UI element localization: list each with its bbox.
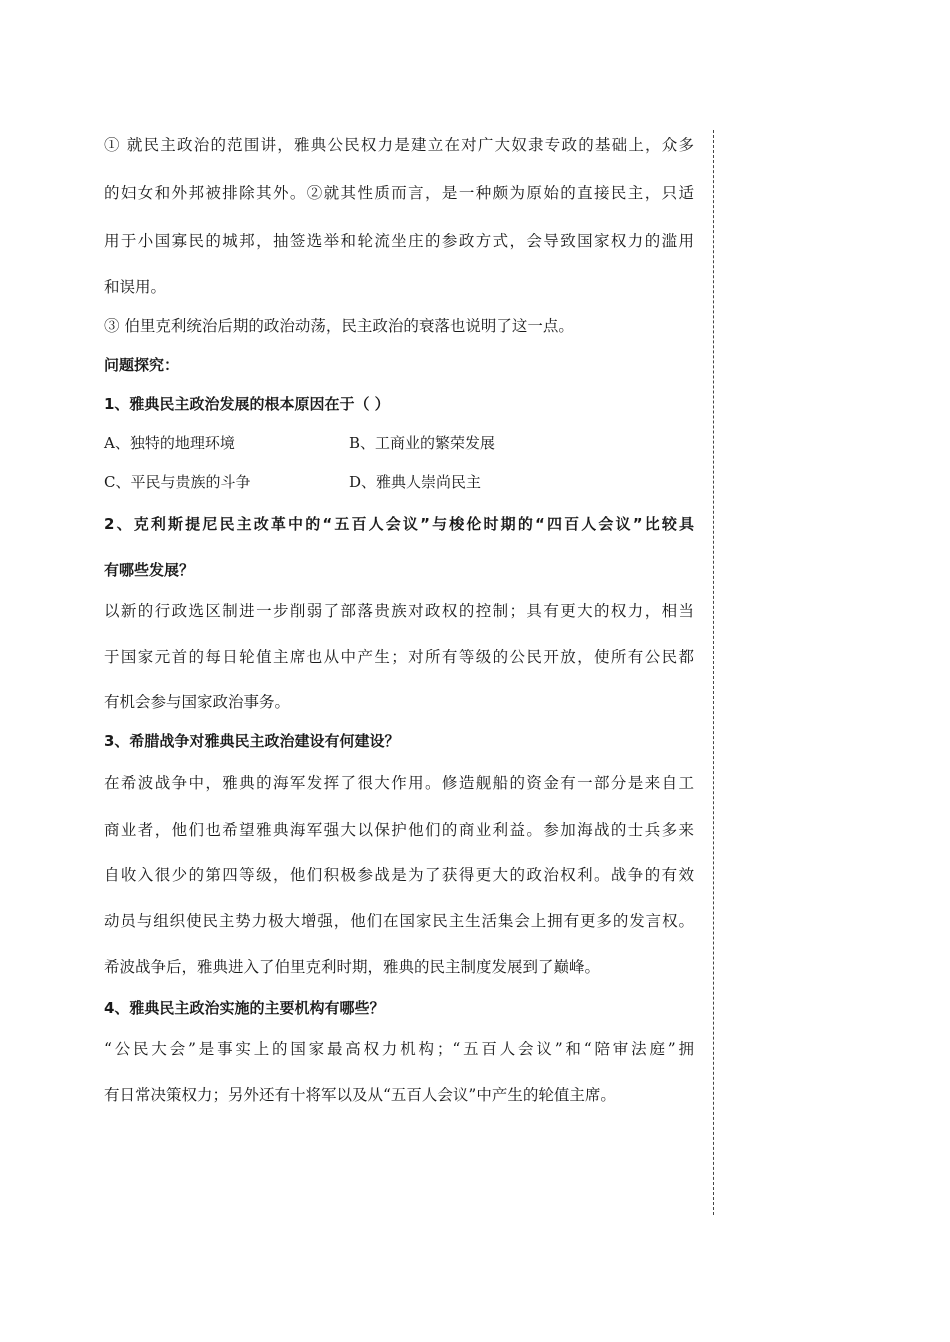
answer-3-line: 商业者，他们也希望雅典海军强大以保护他们的商业利益。参加海战的士兵多来	[104, 821, 694, 839]
question-4: 4、雅典民主政治实施的主要机构有哪些？	[104, 999, 385, 1017]
option-d: D、雅典人崇尚民主	[349, 473, 482, 491]
paragraph-line: 的妇女和外邦被排除其外。②就其性质而言，是一种颇为原始的直接民主，只适	[104, 184, 694, 202]
answer-4-line: 有日常决策权力；另外还有十将军以及从“五百人会议”中产生的轮值主席。	[104, 1086, 616, 1104]
section-title: 问题探究：	[104, 356, 180, 374]
option-a: A、独特的地理环境	[104, 434, 235, 452]
option-c: C、平民与贵族的斗争	[104, 473, 251, 491]
question-1: 1、雅典民主政治发展的根本原因在于（ ）	[104, 395, 390, 413]
answer-2-line: 于国家元首的每日轮值主席也从中产生；对所有等级的公民开放，使所有公民都	[104, 648, 694, 666]
answer-3-line: 动员与组织使民主势力极大增强，他们在国家民主生活集会上拥有更多的发言权。	[104, 912, 694, 930]
answer-3-line: 自收入很少的第四等级，他们积极参战是为了获得更大的政治权利。战争的有效	[104, 866, 694, 884]
paragraph-line: ① 就民主政治的范围讲，雅典公民权力是建立在对广大奴隶专政的基础上，众多	[104, 136, 694, 154]
question-2-line: 2、克利斯提尼民主改革中的“五百人会议”与梭伦时期的“四百人会议”比较具	[104, 515, 694, 533]
paragraph-line: ③ 伯里克利统治后期的政治动荡，民主政治的衰落也说明了这一点。	[104, 317, 574, 335]
paragraph-line: 用于小国寡民的城邦，抽签选举和轮流坐庄的参政方式，会导致国家权力的滥用	[104, 232, 694, 250]
option-b: B、工商业的繁荣发展	[349, 434, 496, 452]
answer-4-line: “公民大会”是事实上的国家最高权力机构；“五百人会议”和“陪审法庭”拥	[104, 1040, 694, 1058]
paragraph-line: 和误用。	[104, 278, 167, 296]
question-2-line: 有哪些发展？	[104, 561, 195, 579]
answer-3-line: 在希波战争中，雅典的海军发挥了很大作用。修造舰船的资金有一部分是来自工	[104, 774, 694, 792]
binding-cut-line	[713, 130, 714, 1215]
answer-3-line: 希波战争后，雅典进入了伯里克利时期，雅典的民主制度发展到了巅峰。	[104, 958, 601, 976]
answer-2-line: 有机会参与国家政治事务。	[104, 693, 291, 711]
answer-2-line: 以新的行政选区制进一步削弱了部落贵族对政权的控制；具有更大的权力，相当	[104, 602, 694, 620]
question-3: 3、希腊战争对雅典民主政治建设有何建设？	[104, 732, 400, 750]
